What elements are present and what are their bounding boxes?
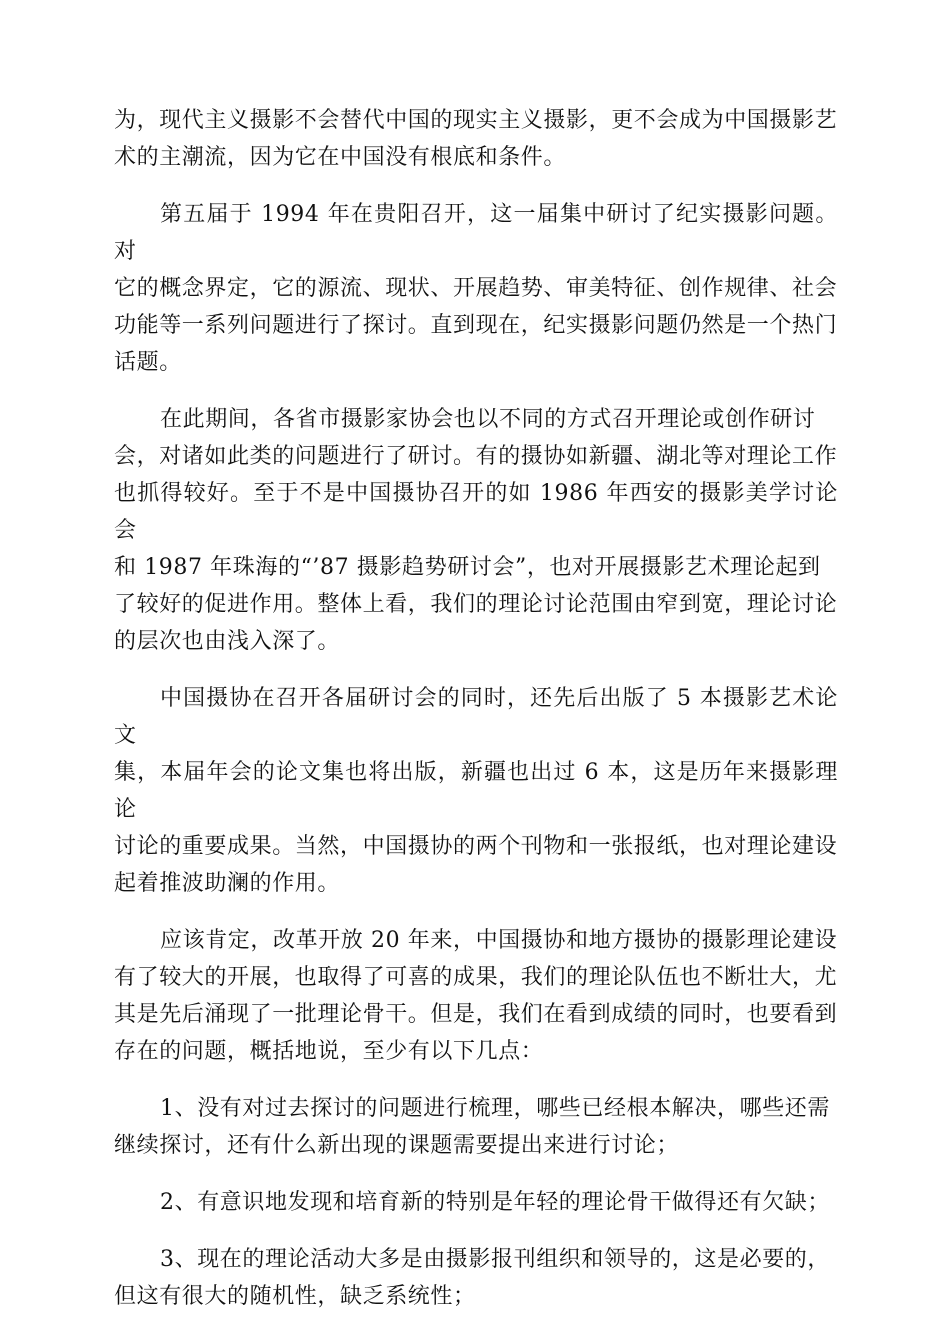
paragraph-fifth-session: 第五届于 1994 年在贵阳召开，这一届集中研讨了纪实摄影问题。对 它的概念界定，它的源流、现状、开展趋势、审美特征、创作规律、社会 功能等一系列问题进行了探讨。直到现在，纪实摄影问题仍然是一个热门 话题。 (114, 202, 838, 375)
paragraph-provincial-seminars: 在此期间，各省市摄影家协会也以不同的方式召开理论或创作研讨 会，对诸如此类的问题进行了研讨。有的摄协如新疆、湖北等对理论工作 也抓得较好。至于不是中国摄协召开的如 1986 年西安的摄影美学讨论会 和 1987 年珠海的“’87 摄影趋势研讨会”，也对开展摄影艺术理论起到 了较好的促进作用。整体上看，我们的理论讨论范围由窄到宽，理论讨论 的层次也由浅入深了。 (114, 407, 838, 654)
document-body (114, 102, 838, 1335)
paragraph-publications: 中国摄协在召开各届研讨会的同时，还先后出版了 5 本摄影艺术论文 集，本届年会的论文集也将出版，新疆也出过 6 本，这是历年来摄影理论 讨论的重要成果。当然，中国摄协的两个刊物和一张报纸，也对理论建设 起着推波助澜的作用。 (114, 686, 838, 896)
list-item-1: 1、没有对过去探讨的问题进行梳理，哪些已经根本解决，哪些还需 继续探讨，还有什么新出现的课题需要提出来进行讨论； (114, 1096, 830, 1158)
paragraph-achievements: 应该肯定，改革开放 20 年来，中国摄协和地方摄协的摄影理论建设 有了较大的开展，也取得了可喜的成果，我们的理论队伍也不断壮大，尤 其是先后涌现了一批理论骨干。但是，我们在看到成绩的同时，也要看到 存在的问题，概括地说，至少有以下几点： (114, 928, 838, 1064)
list-item-2: 2、有意识地发现和培育新的特别是年轻的理论骨干做得还有欠缺； (160, 1190, 830, 1215)
paragraph-continuation: 为，现代主义摄影不会替代中国的现实主义摄影，更不会成为中国摄影艺 术的主潮流，因为它在中国没有根底和条件。 (114, 108, 838, 170)
list-item-3: 3、现在的理论活动大多是由摄影报刊组织和领导的，这是必要的， 但这有很大的随机性，缺乏系统性； (114, 1247, 830, 1309)
